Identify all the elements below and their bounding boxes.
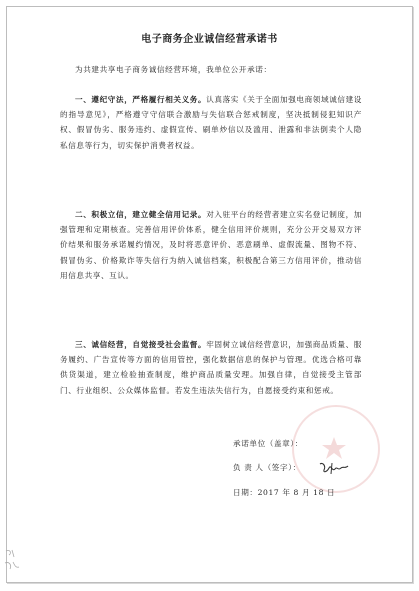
signature-unit-label: 承诺单位（盖章）： bbox=[233, 439, 303, 448]
signature-person-label: 负 责 人（签字）： bbox=[233, 463, 301, 472]
section-3-body: 牢固树立诚信经营意识，加强商品质量、服务履约、广告宣传等方面的信用管控，强化数据信息的保护与管理。优选合格可靠供货渠道，建立检验抽查制度，维护商品质量安理。加强自律，自觉接受主管部门、行业组织、公众媒体监督。若发生违法失信行为，自愿接受约束和惩戒。 bbox=[60, 340, 362, 395]
signature-date: 日期：2017 年 8 月 18 日 bbox=[233, 488, 336, 497]
section-3-heading: 三、诚信经营，自觉接受社会监督。 bbox=[75, 340, 207, 349]
stamp-star-icon bbox=[292, 405, 376, 489]
handwritten-signature bbox=[318, 460, 352, 476]
section-1-body: 认真落实《关于全面加强电商领域诚信建设的指导意见》，严格遵守守信联合激励与失信联合惩戒制度，坚决抵制侵犯知识产权、假冒伪劣、服务违约、虚假宣传、刷单炒信以及滥用、泄露和非法倒卖个人隐私信息等行为，切实保护消费者权益。 bbox=[60, 95, 362, 150]
document-title: 电子商务企业诚信经营承诺书 bbox=[141, 34, 278, 45]
intro-paragraph: 为共建共享电子商务诚信经营环境，我单位公开承诺： bbox=[75, 65, 272, 74]
section-2-heading: 二、积极立信，建立健全信用记录。 bbox=[75, 210, 207, 219]
section-2-body: 对入驻平台的经营者建立实名登记制度，加强管理和定期核查。完善信用评价体系，健全信用评价规则，充分公开交易双方评价结果和服务承诺履约情况，及时将恶意评价、恶意刷单、虚假流量、图物不符、假冒伪劣、价格欺诈等失信行为纳入诚信档案，积极配合第三方信用评价，推动信用信息共享、互认。 bbox=[60, 210, 362, 280]
section-2 bbox=[60, 207, 362, 283]
side-note-scribble bbox=[2, 545, 32, 575]
section-1 bbox=[60, 92, 362, 153]
section-3 bbox=[60, 337, 362, 398]
section-1-heading: 一、遵纪守法，严格履行相关义务。 bbox=[75, 95, 207, 104]
